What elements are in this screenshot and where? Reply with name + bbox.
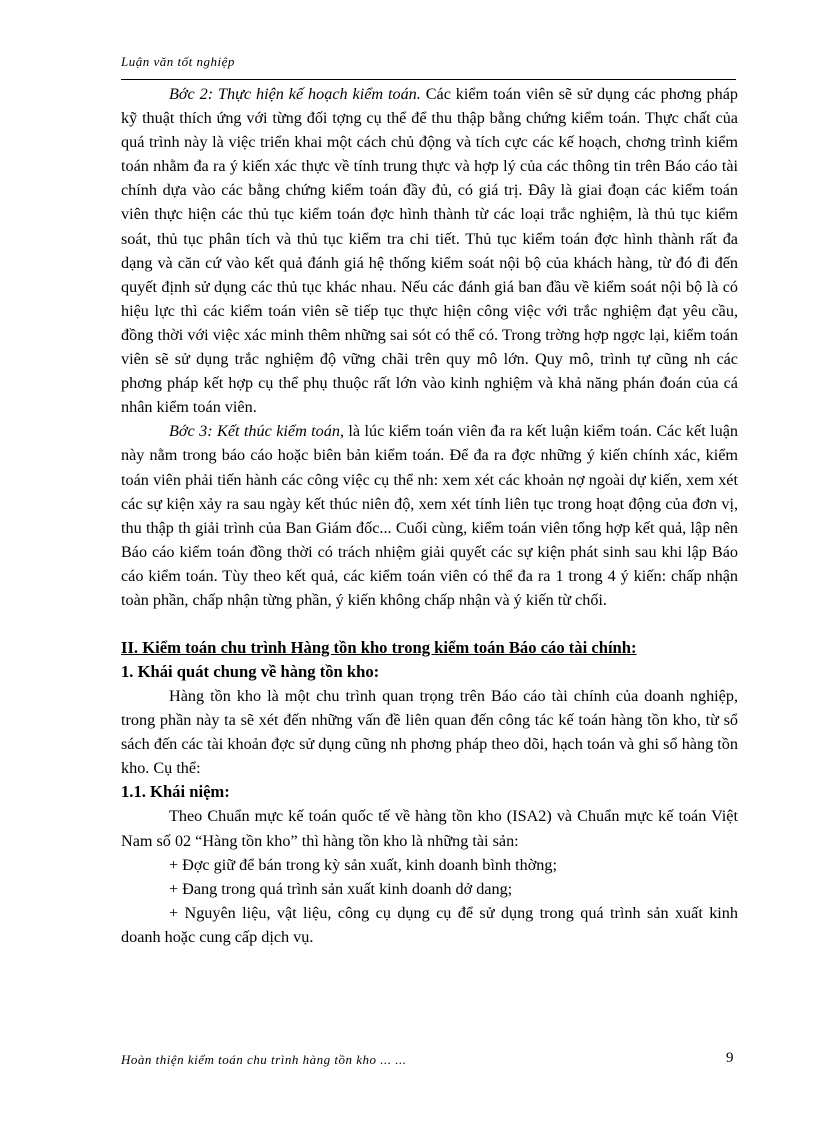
- running-header: Luận văn tốt nghiệp: [121, 54, 235, 69]
- list-item: + Đợc giữ để bán trong kỳ sản xuất, kinh doanh bình thờng;: [169, 855, 557, 874]
- section-heading: II. Kiểm toán chu trình Hàng tồn kho trong kiểm toán Báo cáo tài chính:: [121, 638, 637, 658]
- paragraph-step-3: [121, 419, 738, 612]
- page-body: [121, 82, 738, 949]
- subsection-heading-1: 1. Khái quát chung về hàng tồn kho:: [121, 662, 380, 682]
- spacer: [121, 612, 738, 636]
- subsection-heading-1-1: 1.1. Khái niệm:: [121, 782, 230, 802]
- list-item: + Đang trong quá trình sản xuất kinh doanh dở dang;: [169, 879, 513, 898]
- header-rule: [121, 79, 736, 80]
- running-footer: Hoàn thiện kiểm toán chu trình hàng tồn kho ... ...: [121, 1052, 407, 1067]
- step-3-text: là lúc kiểm toán viên đa ra kết luận kiểm toán. Các kết luận này nằm trong báo cáo hoặc biên bản kiểm toán. Để đa ra đợc những ý kiến chính xác, kiểm toán viên phải tiến hành các công việc cụ thể nh: xem xét các khoản nợ ngoài dự kiến, xem xét các sự kiện xảy ra sau ngày kết thúc niên độ, xem xét tính liên tục trong hoạt động của đơn vị, thu thập th giải trình của Ban Giám đốc... Cuối cùng, kiểm toán viên tổng hợp kết quả, lập nên Báo cáo kiểm toán đồng thời có trách nhiệm giải quyết các sự kiện phát sinh sau khi lập Báo cáo kiểm toán. Tùy theo kết quả, các kiểm toán viên có thể đa ra 1 trong 4 ý kiến: chấp nhận toàn phần, chấp nhận từng phần, ý kiến không chấp nhận và ý kiến từ chối.: [121, 422, 738, 609]
- page-number: 9: [726, 1050, 734, 1066]
- paragraph-definition: Theo Chuẩn mực kế toán quốc tế về hàng tồn kho (ISA2) và Chuẩn mực kế toán Việt Nam số 02 “Hàng tồn kho” thì hàng tồn kho là những tài sản:: [121, 807, 738, 850]
- step-2-text: Các kiểm toán viên sẽ sử dụng các phơng pháp kỹ thuật thích ứng với từng đối tợng cụ thể để thu thập bằng chứng kiểm toán. Thực chất của quá trình này là việc triển khai một cách chủ động và tích cực các kế hoạch, chơng trình kiểm toán nhằm đa ra ý kiến xác thực về tính trung thực và hợp lý của các thông tin trên Báo cáo tài chính dựa vào các bằng chứng kiểm toán đầy đủ, có giá trị. Đây là giai đoạn các kiểm toán viên thực hiện các thủ tục kiểm toán đợc hình thành từ các loại trắc nghiệm, là thủ tục kiểm soát, thủ tục phân tích và thủ tục kiểm tra chi tiết. Thủ tục kiểm toán đợc hình thành rất đa dạng và căn cứ vào kết quả đánh giá hệ thống kiểm soát nội bộ của khách hàng, từ đó đi đến quyết định sử dụng các thủ tục khác nhau. Nếu các đánh giá ban đầu về kiểm soát nội bộ là có hiệu lực thì các kiểm toán viên sẽ tiếp tục thực hiện công việc với trắc nghiệm đạt yêu cầu, đồng thời với việc xác minh thêm những sai sót có thể có. Trong trờng hợp ngợc lại, kiểm toán viên sẽ sử dụng trắc nghiệm độ vững chãi trên quy mô lớn. Quy mô, trình tự cũng nh các phơng pháp kết hợp cụ thể phụ thuộc rất lớn vào kinh nghiệm và khả năng phán đoán của cá nhân kiểm toán viên.: [121, 85, 738, 417]
- step-2-title: Bớc 2: Thực hiện kế hoạch kiểm toán.: [169, 85, 421, 103]
- paragraph-step-2: [121, 82, 738, 419]
- list-item: + Nguyên liệu, vật liệu, công cụ dụng cụ để sử dụng trong quá trình sản xuất kinh doanh hoặc cung cấp dịch vụ.: [121, 903, 738, 946]
- step-3-title: Bớc 3: Kết thúc kiểm toán,: [169, 422, 345, 441]
- paragraph-overview: Hàng tồn kho là một chu trình quan trọng trên Báo cáo tài chính của doanh nghiệp, trong phần này ta sẽ xét đến những vấn đề liên quan đến công tác kế toán hàng tồn kho, từ sổ sách đến các tài khoản đợc sử dụng cũng nh phơng pháp theo dõi, hạch toán và ghi sổ hàng tồn kho. Cụ thể:: [121, 687, 738, 778]
